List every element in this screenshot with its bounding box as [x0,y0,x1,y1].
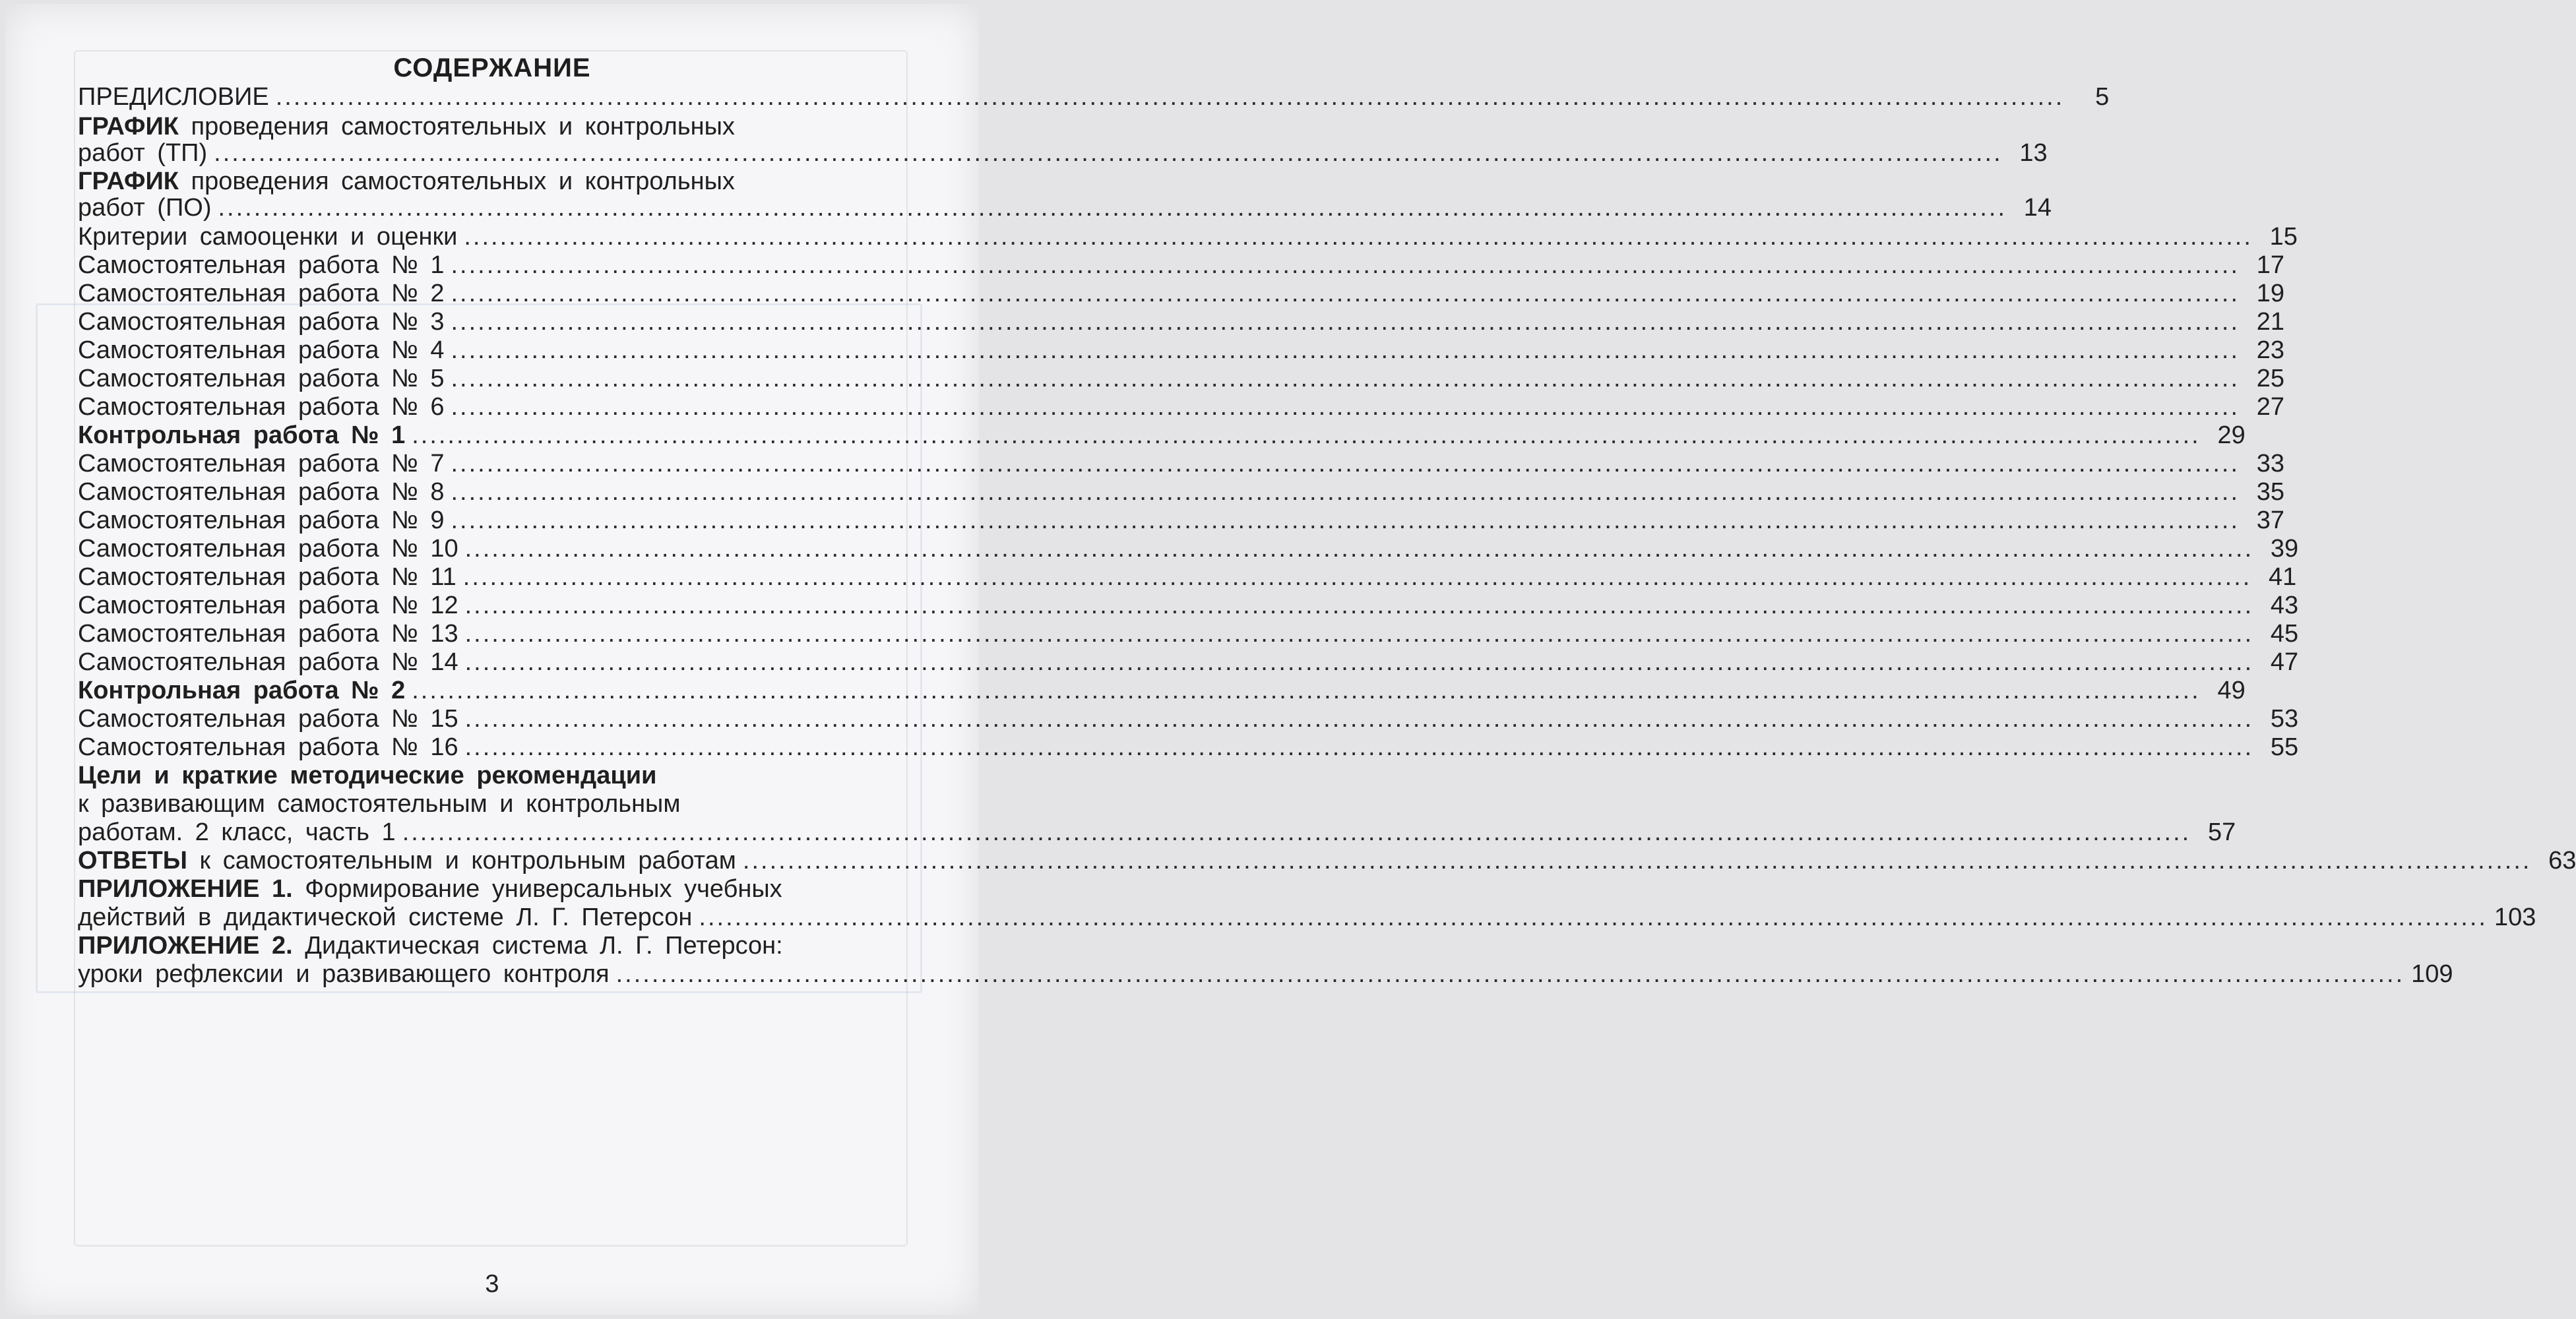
leader-dots: ........................................................................................................................................................................................................ [451,478,2240,506]
entry-page: 21 [2256,308,2285,336]
leader-dots: ........................................................................................................................................................................................................ [462,563,2252,591]
entry-label: к самостоятельным и контрольным работам [199,847,736,874]
leader-dots: ........................................................................................................................................................................................................ [451,506,2240,534]
entry-page: 14 [2023,194,2052,222]
entry-page: 39 [2270,535,2299,563]
leader-dots: ........................................................................................................................................................................................................ [451,365,2240,392]
entry-label: Самостоятельная работа № 5 [78,365,445,392]
entry-label: Самостоятельная работа № 3 [78,308,445,336]
entry-label: Самостоятельная работа № 14 [78,648,458,676]
toc-entry-sr-14 [78,648,2299,677]
entry-line1: проведения самостоятельных и контрольных [191,113,735,140]
entry-page: 25 [2256,365,2285,392]
entry-label: Самостоятельная работа № 15 [78,705,458,733]
entry-page: 27 [2256,393,2285,421]
table-of-contents [5,4,2576,1315]
leader-dots: ........................................................................................................................................................................................................ [451,336,2240,364]
entry-page: 47 [2270,648,2299,676]
leader-dots: ........................................................................................................................................................................................................ [464,620,2254,648]
entry-label: Самостоятельная работа № 6 [78,393,445,421]
entry-label: Самостоятельная работа № 9 [78,506,445,534]
toc-entry-appendix-2 [78,960,2453,989]
toc-entry-sr-15 [78,705,2299,733]
toc-entry-goals-heading [78,762,883,790]
entry-page: 15 [2269,223,2298,251]
entry-line1: Дидактическая система Л. Г. Петерсон: [305,932,783,960]
entry-line1: Формирование универсальных учебных [305,875,782,903]
toc-entry-kr-2 [78,677,2246,705]
leader-dots: ........................................................................................................................................................................................................ [218,194,2007,222]
toc-entry-schedule-tp [78,139,2048,168]
entry-label: работам. 2 класс, часть 1 [78,818,396,846]
entry-bold: Цели и краткие методические рекомендации [78,762,657,789]
toc-entry-goals-line1 [78,790,883,818]
entry-page: 49 [2217,677,2246,704]
toc-entry-sr-2 [78,280,2285,308]
leader-dots: ........................................................................................................................................................................................................ [412,421,2201,449]
toc-entry-schedule-po-line1 [78,168,883,196]
leader-dots: ........................................................................................................................................................................................................ [451,251,2240,279]
entry-label: Самостоятельная работа № 11 [78,563,456,591]
leader-dots: ........................................................................................................................................................................................................ [214,139,2003,167]
leader-dots: ........................................................................................................................................................................................................ [464,705,2254,733]
entry-label: действий в дидактической системе Л. Г. Петерсон [78,904,693,931]
entry-bold: ГРАФИК [78,168,179,195]
leader-dots: ........................................................................................................................................................................................................ [464,535,2254,563]
toc-entry-appendix-1-line1 [78,875,883,904]
toc-entry-sr-7 [78,450,2285,478]
entry-label: Самостоятельная работа № 13 [78,620,458,648]
toc-entry-appendix-1 [78,904,2536,932]
toc-entry-schedule-tp-line1 [78,113,883,141]
toc-entry-sr-5 [78,365,2285,393]
entry-label: Самостоятельная работа № 16 [78,733,458,761]
toc-entry-sr-3 [78,308,2285,336]
toc-entry-sr-13 [78,620,2299,648]
entry-label: Самостоятельная работа № 1 [78,251,445,279]
leader-dots: ........................................................................................................................................................................................................ [451,393,2240,421]
entry-label: Контрольная работа № 1 [78,421,406,449]
toc-entry-sr-11 [78,563,2297,592]
entry-line1: к развивающим самостоятельным и контрольным [78,790,681,818]
entry-bold: ПРИЛОЖЕНИЕ 2. [78,932,293,960]
entry-page: 57 [2207,818,2236,846]
entry-label: Критерии самооценки и оценки [78,223,458,251]
entry-bold: ГРАФИК [78,113,179,140]
toc-entry-sr-10 [78,535,2299,563]
toc-entry-appendix-2-line1 [78,932,883,960]
page-number: 3 [485,1270,499,1298]
entry-page: 13 [2019,139,2048,167]
leader-dots: ........................................................................................................................................................................................................ [742,847,2532,874]
leader-dots: ........................................................................................................................................................................................................ [699,904,2488,931]
leader-dots: ........................................................................................................................................................................................................ [464,733,2254,761]
entry-bold: ПРИЛОЖЕНИЕ 1. [78,875,293,903]
entry-label: Самостоятельная работа № 7 [78,450,445,477]
toc-entry-sr-4 [78,336,2285,365]
toc-entry-sr-1 [78,251,2285,280]
leader-dots: ........................................................................................................................................................................................................ [402,818,2191,846]
entry-label: работ (ТП) [78,139,208,167]
entry-page: 109 [2411,960,2453,988]
book-page [5,4,2576,1315]
entry-bold: ОТВЕТЫ [78,847,187,874]
entry-label: Самостоятельная работа № 10 [78,535,458,563]
toc-entry-criteria [78,223,2298,251]
toc-entry-sr-9 [78,506,2285,535]
leader-dots: ........................................................................................................................................................................................................ [451,308,2240,336]
entry-page: 55 [2270,733,2299,761]
entry-page: 35 [2256,478,2285,506]
toc-entry-kr-1 [78,421,2246,450]
entry-label: ПРЕДИСЛОВИЕ [78,83,269,111]
entry-page: 41 [2269,563,2297,591]
toc-entry-sr-8 [78,478,2285,506]
toc-entry-sr-12 [78,592,2299,620]
entry-page: 43 [2270,592,2299,619]
leader-dots: ........................................................................................................................................................................................................ [464,592,2254,619]
entry-label: Самостоятельная работа № 12 [78,592,458,619]
entry-page: 5 [2095,83,2110,111]
toc-entry-goals [78,818,2236,847]
leader-dots: ........................................................................................................................................................................................................ [451,450,2240,477]
entry-page: 45 [2270,620,2299,648]
toc-entry-schedule-po [78,194,2052,222]
entry-label: Самостоятельная работа № 4 [78,336,445,364]
entry-page: 53 [2270,705,2299,733]
toc-title: СОДЕРЖАНИЕ [393,53,591,82]
entry-page: 17 [2256,251,2285,279]
entry-label: уроки рефлексии и развивающего контроля [78,960,610,988]
entry-line1: проведения самостоятельных и контрольных [191,168,735,195]
entry-label: Контрольная работа № 2 [78,677,406,704]
toc-entry-foreword [78,83,2110,111]
entry-page: 37 [2256,506,2285,534]
entry-page: 29 [2217,421,2246,449]
leader-dots: ........................................................................................................................................................................................................ [451,280,2240,307]
entry-label: Самостоятельная работа № 2 [78,280,445,307]
leader-dots: ........................................................................................................................................................................................................ [412,677,2201,704]
leader-dots: ........................................................................................................................................................................................................ [615,960,2405,988]
entry-page: 63 [2548,847,2576,874]
entry-page: 103 [2494,904,2536,931]
entry-label: работ (ПО) [78,194,212,222]
entry-page: 23 [2256,336,2285,364]
entry-page: 33 [2256,450,2285,477]
entry-page: 19 [2256,280,2285,307]
toc-entry-answers [78,847,2576,875]
leader-dots: ........................................................................................................................................................................................................ [464,223,2253,251]
toc-entry-sr-16 [78,733,2299,762]
leader-dots: ........................................................................................................................................................................................................ [275,83,2065,111]
entry-label: Самостоятельная работа № 8 [78,478,445,506]
toc-entry-sr-6 [78,393,2285,421]
leader-dots: ........................................................................................................................................................................................................ [464,648,2254,676]
